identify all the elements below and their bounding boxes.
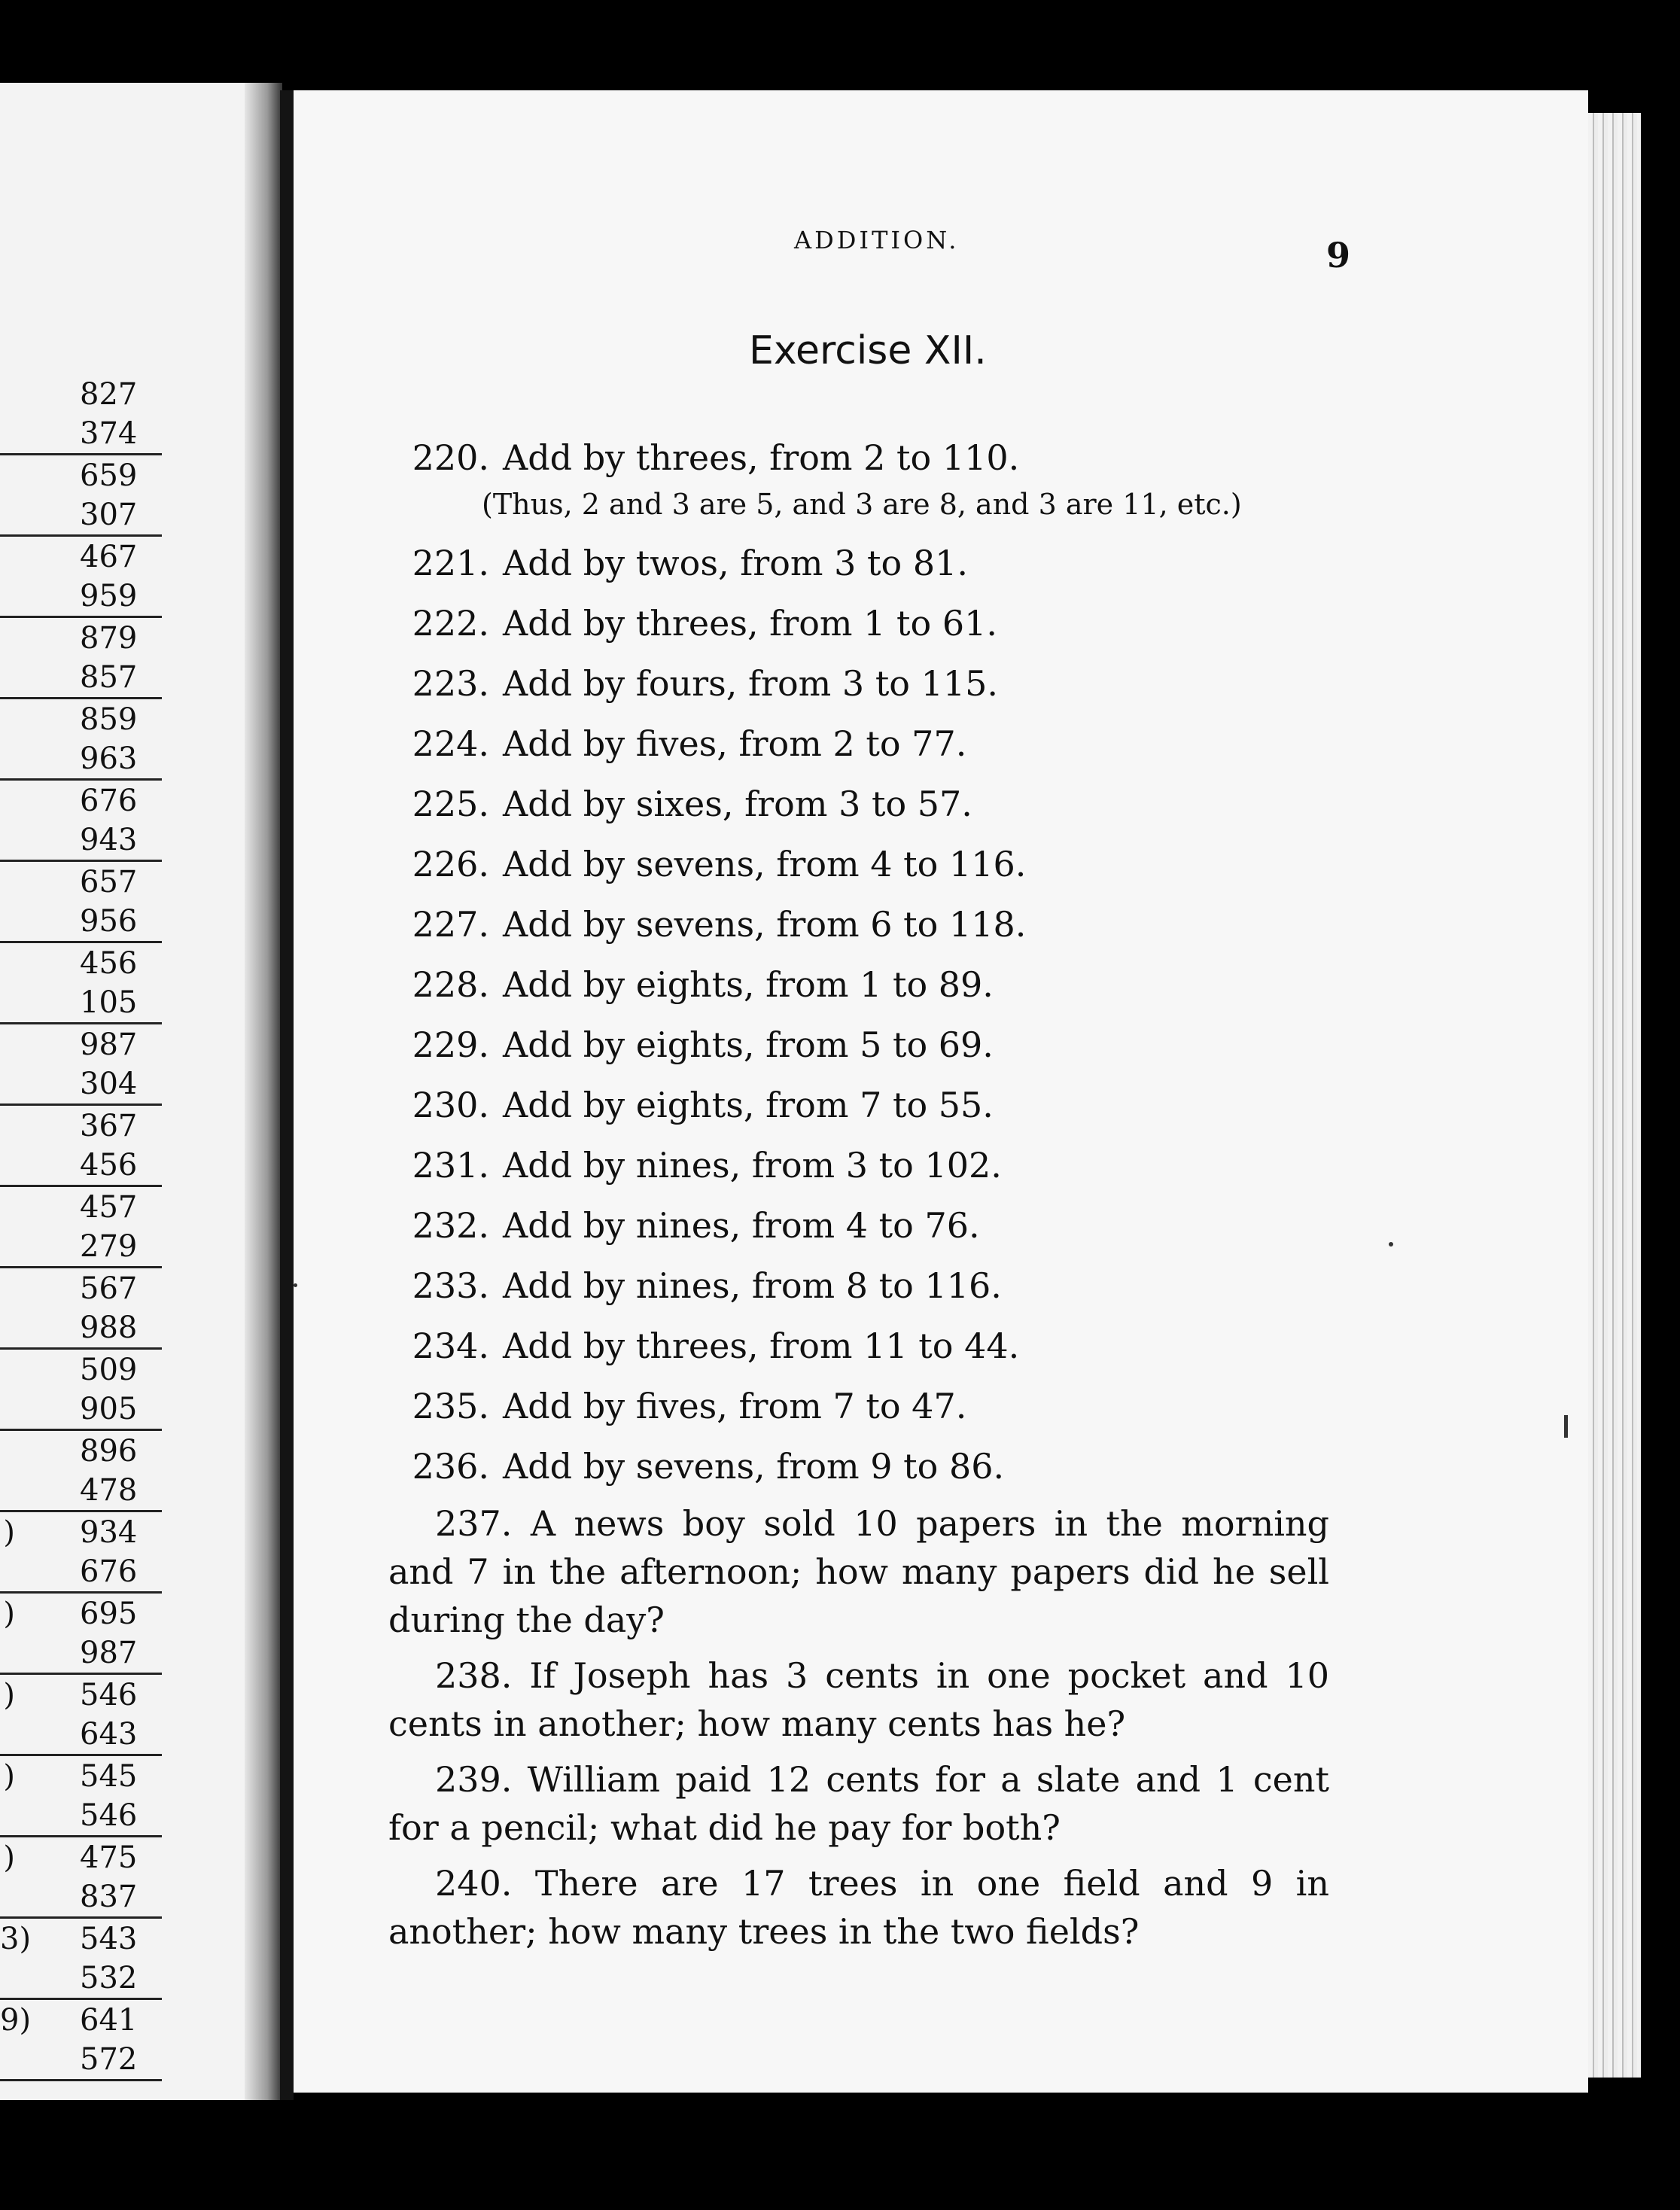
addend-top: 987	[80, 1027, 138, 1062]
word-problem	[388, 1499, 1329, 1644]
addition-pair	[0, 944, 162, 1024]
problem-220	[391, 428, 1340, 488]
addend-top: 567	[80, 1271, 138, 1306]
addend-top: 827	[80, 377, 138, 412]
addend-top: 509	[80, 1353, 138, 1387]
addend-top: 676	[80, 784, 138, 818]
problem-text: Add by sevens, from 4 to 116.	[503, 844, 1027, 884]
addend-top: 545	[80, 1759, 138, 1794]
problem-number: 224.	[412, 723, 489, 764]
problem-text: Add by sevens, from 6 to 118.	[503, 904, 1027, 945]
drill-problem	[391, 533, 1340, 593]
addend-bottom: 988	[0, 1308, 162, 1350]
addend-bottom: 478	[0, 1471, 162, 1512]
drill-problem	[391, 954, 1340, 1015]
addition-pair	[0, 1025, 162, 1106]
problem-number: 221.	[412, 543, 489, 583]
problem-text: There are 17 trees in one field and 9 in another; how many trees in the two fields?	[388, 1863, 1329, 1952]
addend-bottom: 857	[0, 658, 162, 699]
addition-pair	[0, 1757, 162, 1837]
addition-pair	[0, 1594, 162, 1675]
addend-bottom: 963	[0, 739, 162, 781]
pair-label: )	[3, 1597, 15, 1631]
problem-text: Add by fours, from 3 to 115.	[503, 663, 999, 704]
exercise-body	[388, 428, 1340, 1963]
addend-top: 546	[80, 1678, 138, 1712]
problem-text: Add by fives, from 2 to 77.	[503, 723, 967, 764]
addition-pair	[0, 1188, 162, 1268]
addend-top: 543	[80, 1922, 138, 1956]
addend-top: 896	[80, 1434, 138, 1469]
addend-bottom: 546	[0, 1796, 162, 1837]
pair-label: )	[3, 1759, 15, 1794]
addend-bottom: 956	[0, 902, 162, 943]
left-page-shadow	[245, 83, 282, 2100]
addend-bottom: 959	[0, 577, 162, 618]
pair-label: )	[3, 1678, 15, 1712]
addend-top: 456	[80, 946, 138, 981]
problem-text: Add by nines, from 4 to 76.	[503, 1205, 980, 1246]
addend-bottom: 279	[0, 1227, 162, 1268]
problem-text: Add by threes, from 11 to 44.	[503, 1326, 1020, 1366]
addend-bottom: 943	[0, 820, 162, 862]
addend-bottom: 456	[0, 1146, 162, 1187]
addition-pair	[0, 781, 162, 862]
addend-bottom: 837	[0, 1877, 162, 1919]
problem-text: A news boy sold 10 papers in the morning and 7 in the afternoon; how many papers did he sell during the day?	[388, 1503, 1329, 1640]
addition-column-list	[0, 375, 162, 2082]
drill-problem	[391, 1256, 1340, 1316]
problem-text: Add by fives, from 7 to 47.	[503, 1386, 967, 1426]
problem-number: 227.	[412, 904, 489, 945]
addend-bottom: 304	[0, 1064, 162, 1106]
drill-problem	[391, 1376, 1340, 1436]
addition-pair	[0, 1269, 162, 1350]
addition-pair	[0, 1838, 162, 1919]
drill-problem	[391, 593, 1340, 653]
addend-bottom: 307	[0, 495, 162, 537]
addend-top: 657	[80, 865, 138, 900]
addition-pair	[0, 1432, 162, 1512]
addition-pair	[0, 1513, 162, 1594]
drill-problem	[391, 834, 1340, 894]
pair-label: )	[3, 1515, 15, 1550]
drill-problem	[391, 1075, 1340, 1135]
drill-problem	[391, 1436, 1340, 1496]
problem-number: 228.	[412, 964, 489, 1005]
page-number: 9	[1326, 235, 1351, 275]
addition-pair	[0, 1107, 162, 1187]
pair-label: )	[3, 1840, 15, 1875]
addend-bottom: 905	[0, 1390, 162, 1431]
addition-pair	[0, 1919, 162, 2000]
addition-pair	[0, 375, 162, 455]
problem-number: 235.	[412, 1386, 489, 1426]
running-head: ADDITION.	[794, 226, 960, 254]
addition-pair	[0, 2001, 162, 2081]
addend-bottom: 643	[0, 1715, 162, 1756]
addend-top: 879	[80, 621, 138, 656]
addend-bottom: 572	[0, 2040, 162, 2081]
problem-text: Add by twos, from 3 to 81.	[503, 543, 968, 583]
addend-top: 475	[80, 1840, 138, 1875]
scan-mark	[1564, 1415, 1568, 1438]
word-problem	[388, 1859, 1329, 1956]
problem-text: Add by threes, from 1 to 61.	[503, 603, 997, 644]
pair-label: 3)	[0, 1922, 32, 1956]
problem-number: 229.	[412, 1024, 489, 1065]
addend-top: 934	[80, 1515, 138, 1550]
drill-problem	[391, 653, 1340, 714]
word-problem	[388, 1755, 1329, 1852]
page-edges	[1588, 113, 1641, 2078]
drill-problem	[391, 1316, 1340, 1376]
word-problem	[388, 1651, 1329, 1748]
problem-number: 233.	[412, 1265, 489, 1306]
problem-number: 225.	[412, 784, 489, 824]
addend-bottom: 105	[0, 983, 162, 1024]
addition-pair	[0, 1350, 162, 1431]
scan-mark	[1389, 1242, 1393, 1247]
problem-number: 236.	[412, 1446, 489, 1487]
pair-label: 9)	[0, 2003, 32, 2038]
scan-mark	[294, 1283, 297, 1287]
addition-pair	[0, 619, 162, 699]
problem-text: Add by eights, from 7 to 55.	[503, 1085, 994, 1125]
problem-number: 220.	[412, 437, 489, 478]
book-gutter	[280, 90, 294, 2100]
addition-pair	[0, 863, 162, 943]
addition-pair	[0, 456, 162, 537]
problem-text: Add by sevens, from 9 to 86.	[503, 1446, 1005, 1487]
problem-220-note: (Thus, 2 and 3 are 5, and 3 are 8, and 3 are 11, etc.)	[482, 488, 1242, 521]
addend-top: 695	[80, 1597, 138, 1631]
problem-number: 223.	[412, 663, 489, 704]
addend-top: 659	[80, 458, 138, 493]
problem-number: 237.	[435, 1503, 513, 1544]
addend-bottom: 676	[0, 1552, 162, 1594]
problem-text: Add by nines, from 8 to 116.	[503, 1265, 1002, 1306]
problem-text: Add by eights, from 1 to 89.	[503, 964, 994, 1005]
drill-problem	[391, 1015, 1340, 1075]
drill-problem	[391, 1135, 1340, 1195]
problem-number: 222.	[412, 603, 489, 644]
problem-text: Add by sixes, from 3 to 57.	[503, 784, 972, 824]
addend-bottom: 374	[0, 414, 162, 455]
addition-pair	[0, 537, 162, 618]
problem-text: If Joseph has 3 cents in one pocket and 10 cents in another; how many cents has he?	[388, 1655, 1329, 1744]
problem-text: Add by nines, from 3 to 102.	[503, 1145, 1002, 1186]
problem-number: 234.	[412, 1326, 489, 1366]
problem-number: 232.	[412, 1205, 489, 1246]
addend-top: 641	[80, 2003, 138, 2038]
addend-top: 367	[80, 1109, 138, 1143]
drill-problem	[391, 774, 1340, 834]
problem-number: 239.	[435, 1759, 513, 1800]
problem-number: 231.	[412, 1145, 489, 1186]
problem-number: 226.	[412, 844, 489, 884]
addend-bottom: 532	[0, 1959, 162, 2000]
addend-top: 859	[80, 702, 138, 737]
problem-number: 240.	[435, 1863, 513, 1904]
addition-pair	[0, 1676, 162, 1756]
problem-number: 230.	[412, 1085, 489, 1125]
addend-top: 457	[80, 1190, 138, 1225]
drill-problem	[391, 714, 1340, 774]
addend-top: 467	[80, 540, 138, 574]
problem-text: William paid 12 cents for a slate and 1 cent for a pencil; what did he pay for both?	[388, 1759, 1329, 1848]
problem-number: 238.	[435, 1655, 513, 1696]
addition-pair	[0, 700, 162, 781]
addend-bottom: 987	[0, 1633, 162, 1675]
drill-problem	[391, 1195, 1340, 1256]
drill-problem	[391, 894, 1340, 954]
exercise-title: Exercise XII.	[749, 328, 987, 373]
problem-text: Add by threes, from 2 to 110.	[503, 437, 1020, 478]
problem-text: Add by eights, from 5 to 69.	[503, 1024, 994, 1065]
